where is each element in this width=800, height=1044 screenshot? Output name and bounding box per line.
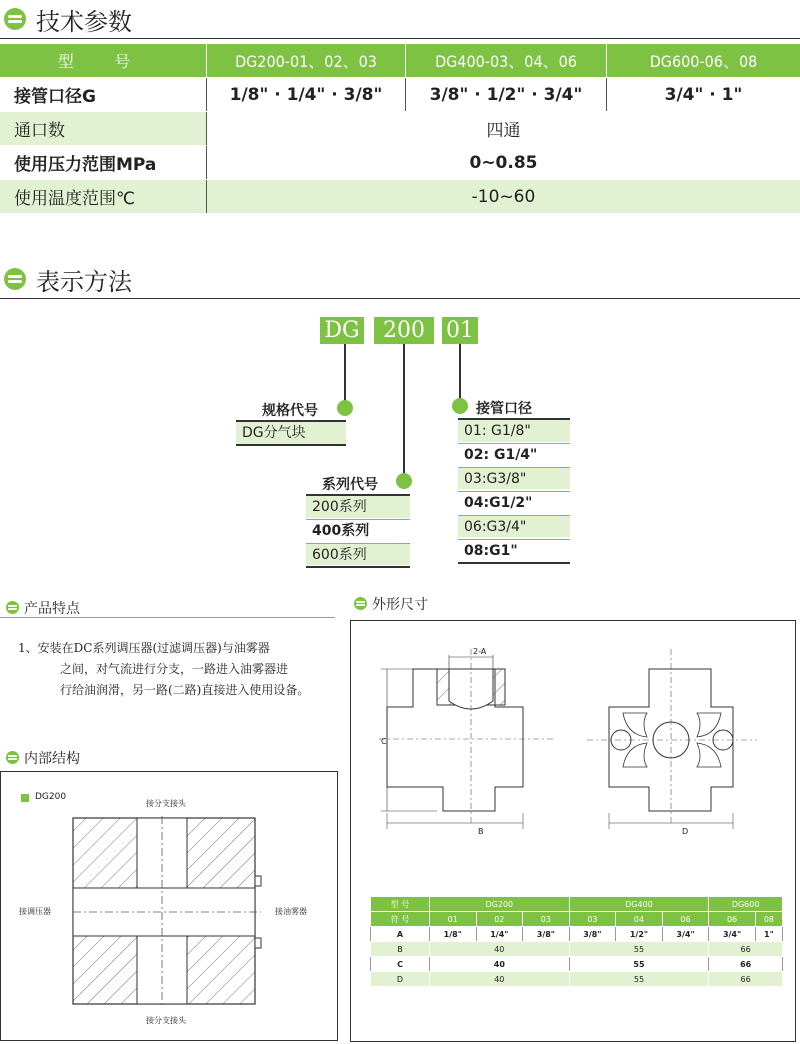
dim-cell: 1/4"	[476, 927, 523, 942]
dim-cell: 55	[569, 972, 709, 987]
structure-top-label: 接分支接头	[146, 799, 186, 808]
spec-header-model: 型 号	[0, 44, 207, 78]
port-option: 03:G3/8"	[458, 467, 570, 489]
dim-code: 06	[662, 912, 709, 927]
dim-code: 01	[430, 912, 477, 927]
dim-cell: C	[371, 957, 430, 972]
spec-table	[0, 44, 800, 214]
dim-cell: 66	[709, 972, 783, 987]
spec-code-title: 规格代号	[262, 403, 318, 419]
port-code-dot	[452, 398, 468, 414]
dim-label-d: D	[682, 827, 689, 836]
connector-line	[344, 344, 346, 406]
divider	[306, 566, 410, 568]
dim-code: 06	[709, 912, 756, 927]
dim-cell: 55	[569, 942, 709, 957]
port-option: 04:G1/2"	[458, 491, 570, 513]
spec-cell: 1/8" · 1/4" · 3/8"	[207, 78, 406, 112]
section-bullet-icon	[4, 8, 26, 30]
dim-cell: D	[371, 972, 430, 987]
spec-label-connection: 接管口径G	[0, 78, 207, 112]
structure-legend-square	[21, 794, 29, 802]
structure-right-label: 接油雾器	[275, 907, 307, 916]
dim-code: 03	[523, 912, 570, 927]
spec-header-dg600: DG600-06、08	[607, 44, 800, 78]
dim-header: DG200	[430, 897, 570, 912]
dim-cell: 66	[709, 942, 783, 957]
spec-label-temp: 使用温度范围℃	[0, 180, 207, 214]
structure-left-label: 接调压器	[19, 907, 51, 916]
dim-header: DG600	[709, 897, 783, 912]
port-code-title: 接管口径	[476, 401, 532, 417]
section-bullet-icon	[354, 597, 367, 610]
structure-panel	[0, 771, 338, 1041]
code-series: 200	[374, 317, 434, 344]
dim-cell: 1/8"	[430, 927, 477, 942]
spec-cell: 3/8" · 1/2" · 3/4"	[406, 78, 607, 112]
dim-cell: 40	[430, 957, 570, 972]
divider	[0, 298, 800, 299]
dimensions-title: 外形尺寸	[372, 597, 428, 613]
dim-cell: B	[371, 942, 430, 957]
code-dg: DG	[320, 317, 364, 344]
port-option: 01: G1/8"	[458, 420, 570, 442]
section-drawing	[71, 816, 267, 1008]
spec-label-pressure: 使用压力范围MPa	[0, 146, 207, 180]
dim-cell: 40	[430, 942, 570, 957]
spec-cell: 0~0.85	[207, 146, 800, 180]
section-bullet-icon	[6, 601, 19, 614]
port-option: 02: G1/4"	[458, 443, 570, 465]
dim-header-symbol: 符 号	[371, 912, 430, 927]
dim-header-model: 型 号	[371, 897, 430, 912]
divider	[236, 444, 346, 446]
dim-cell: 66	[709, 957, 783, 972]
connector-line	[403, 344, 405, 478]
features-line: 之间，对气流进行分支，一路进入油雾器进	[60, 662, 289, 676]
dim-code: 03	[569, 912, 616, 927]
dim-label-2a: 2-A	[473, 647, 487, 656]
series-option: 400系列	[306, 519, 410, 541]
series-code-title: 系列代号	[322, 477, 378, 493]
section-bullet-icon	[4, 268, 26, 290]
dim-cell: 40	[430, 972, 570, 987]
dim-code: 08	[755, 912, 782, 927]
front-view-drawing	[375, 643, 565, 839]
features-line: 1、安装在DC系列调压器(过滤调压器)与油雾器	[18, 641, 270, 655]
dim-cell: 1"	[755, 927, 782, 942]
dim-cell: 3/4"	[662, 927, 709, 942]
dim-header: DG400	[569, 897, 709, 912]
spec-label-ports: 通口数	[0, 112, 207, 146]
spec-cell: -10~60	[207, 180, 800, 214]
divider	[0, 38, 800, 39]
dim-cell: 3/4"	[709, 927, 756, 942]
dim-code: 02	[476, 912, 523, 927]
dim-label-c: C	[381, 737, 387, 746]
spec-cell: 四通	[207, 112, 800, 146]
connector-line	[459, 344, 461, 404]
structure-bottom-label: 接分支接头	[146, 1016, 186, 1025]
series-option: 600系列	[306, 543, 410, 565]
series-option: 200系列	[306, 496, 410, 518]
divider	[458, 562, 570, 564]
spec-code-value: DG分气块	[236, 422, 346, 444]
port-option: 06:G3/4"	[458, 515, 570, 537]
structure-title: 内部结构	[24, 751, 80, 767]
port-option: 08:G1"	[458, 539, 570, 561]
dim-cell: 3/8"	[569, 927, 616, 942]
divider	[0, 617, 335, 618]
section-title-tech: 技术参数	[36, 8, 132, 36]
spec-header-dg200: DG200-01、02、03	[207, 44, 406, 78]
dim-cell: 55	[569, 957, 709, 972]
features-line: 行给油润滑，另一路(二路)直接进入使用设备。	[60, 683, 310, 697]
dim-cell: A	[371, 927, 430, 942]
dimension-table	[370, 896, 783, 987]
structure-model: DG200	[35, 792, 67, 802]
section-bullet-icon	[6, 751, 19, 764]
dim-cell: 3/8"	[523, 927, 570, 942]
dim-code: 04	[616, 912, 663, 927]
spec-header-dg400: DG400-03、04、06	[406, 44, 607, 78]
series-code-dot	[396, 473, 412, 489]
side-view-drawing	[587, 643, 787, 839]
section-title-notation: 表示方法	[36, 268, 132, 296]
spec-cell: 3/4" · 1"	[607, 78, 800, 112]
spec-code-dot	[337, 400, 353, 416]
dim-cell: 1/2"	[616, 927, 663, 942]
dim-label-b: B	[478, 827, 484, 836]
features-title: 产品特点	[24, 601, 80, 617]
code-port: 01	[442, 317, 478, 344]
